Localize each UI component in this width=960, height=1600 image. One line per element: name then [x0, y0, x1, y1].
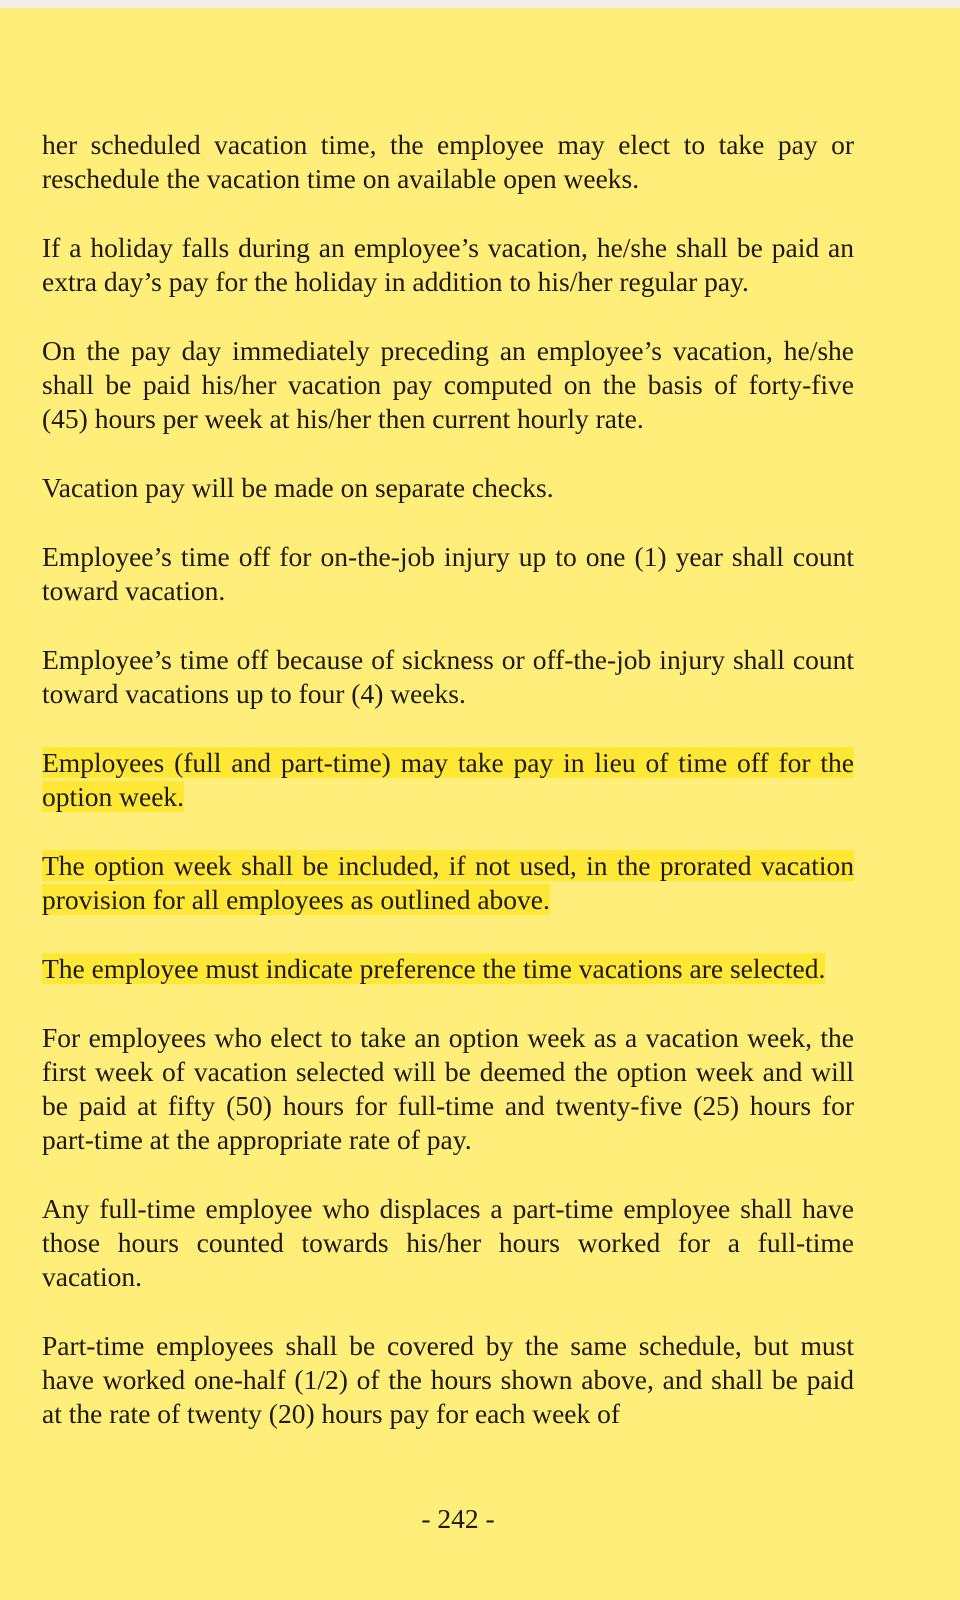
paragraph-text: Employee’s time off because of sickness or off-the-job injury shall count toward vacations up to four (4) weeks. [42, 644, 854, 709]
paragraph-11 [42, 1192, 854, 1294]
paragraph-2 [42, 231, 854, 299]
paragraph-text: Vacation pay will be made on separate checks. [42, 472, 554, 503]
paragraph-text: Part-time employees shall be covered by the same schedule, but must have worked one-half (1/2) of the hours shown above, and shall be paid at the rate of twenty (20) hours pay for each week of [42, 1330, 854, 1429]
paragraph-3 [42, 334, 854, 436]
paragraph-text: Any full-time employee who displaces a part-time employee shall have those hours counted towards his/her hours worked for a full-​time vacation. [42, 1193, 854, 1292]
paragraph-5 [42, 540, 854, 608]
paragraph-text: For employees who elect to take an option week as a vacation week, the first week of vacation selected will be deemed the option week and will be paid at fifty (50) hours for full-time and twenty-five (25) hours for part-time at the appropriate rate of pay. [42, 1022, 854, 1155]
paragraph-text: If a holiday falls during an employee’s vacation, he/she shall be paid an extra day’s pay for the holiday in addition to his/her regular pay. [42, 232, 854, 297]
paragraph-7-highlighted [42, 746, 854, 814]
paragraph-6 [42, 643, 854, 711]
highlighted-text[interactable]: Employees (full and part-time) may take pay in lieu of time off for the option week. [42, 747, 854, 812]
paragraph-8-highlighted [42, 849, 854, 917]
paragraph-text: On the pay day immediately preceding an employee’s vacation, he/​she shall be paid his/her vacation pay computed on the basis of forty-five (45) hours per week at his/her then current hourly rate. [42, 335, 854, 434]
top-edge-strip [0, 0, 960, 8]
paragraph-12 [42, 1329, 854, 1431]
paragraph-4 [42, 471, 854, 505]
document-page [42, 128, 854, 1431]
paragraph-1 [42, 128, 854, 196]
paragraph-10 [42, 1021, 854, 1157]
paragraph-text: her scheduled vacation time, the employee may elect to take pay or reschedule the vacation time on available open weeks. [42, 129, 854, 194]
paragraph-9-highlighted [42, 952, 854, 986]
paragraph-text: Employee’s time off for on-the-job injury up to one (1) year shall count toward vacation. [42, 541, 854, 606]
page-number: - 242 - [421, 1503, 495, 1534]
highlighted-text[interactable]: The employee must indicate preference the time vacations are selected. [42, 953, 826, 984]
highlighted-text[interactable]: The option week shall be included, if not used, in the prorated vacation provision for all employees as outlined above. [42, 850, 854, 915]
